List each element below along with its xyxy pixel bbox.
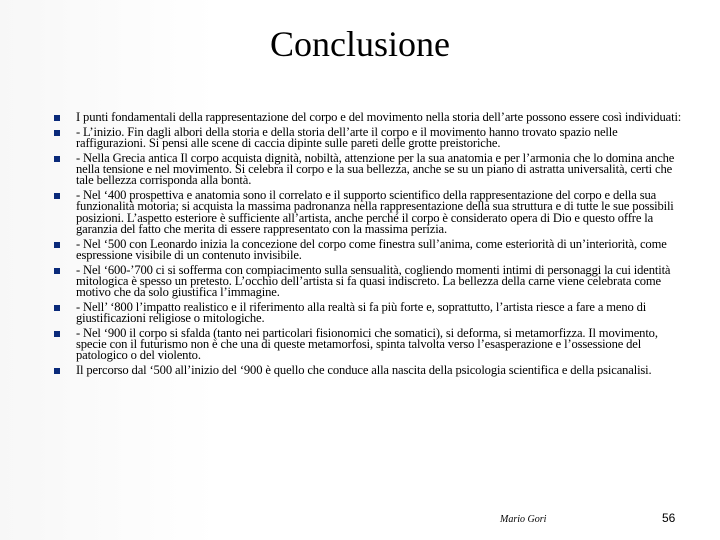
bullet-list <box>54 112 682 380</box>
square-bullet-icon <box>54 305 60 311</box>
bullet-text: - Nel ‘600-’700 ci si sofferma con compiacimento sulla sensualità, cogliendo momenti intimi di personaggi la cui identità mitologica è spesso un pretesto. L’occhio dell’artista si fa quasi indiscreto. La bellezza della carne viene celebrata come motivo che da solo giustifica l’immagine. <box>76 262 671 300</box>
square-bullet-icon <box>54 130 60 136</box>
bullet-item <box>54 150 682 188</box>
square-bullet-icon <box>54 268 60 274</box>
bullet-text: - Nell’ ‘800 l’impatto realistico e il riferimento alla realtà si fa più forte e, soprattutto, l’artista riesce a fare a meno di giustificazioni religiose o mitologiche. <box>76 299 647 326</box>
square-bullet-icon <box>54 242 60 248</box>
square-bullet-icon <box>54 156 60 162</box>
bullet-item <box>54 299 682 326</box>
bullet-item <box>54 262 682 300</box>
slide-title: Conclusione <box>270 24 450 64</box>
bullet-text: - L’inizio. Fin dagli albori della storia e della storia dell’arte il corpo e il movimento hanno trovato spazio nelle raffigurazioni. Si pensi alle scene di caccia dipinte sulle pareti delle grotte preistoriche. <box>76 124 618 150</box>
page-number: 56 <box>662 511 676 525</box>
bullet-item <box>54 236 682 262</box>
bullet-text: - Nel ‘400 prospettiva e anatomia sono il correlato e il supporto scientifico della rappresentazione del corpo e della sua funzionalità motoria; si acquista la massima padronanza nella rappresentazione della sua struttura e di tutte le sue possibili posizioni. L’aspetto esteriore è sufficiente all’artista, anche perché il corpo è considerato opera di Dio e questo offre la garanzia del fatto che merita di essere rappresentato con la massima perizia. <box>76 187 674 236</box>
bullet-text: - Nel ‘500 con Leonardo inizia la concezione del corpo come finestra sull’anima, come esteriorità di un’interiorità, come espressione visibile di un contenuto invisibile. <box>76 236 667 262</box>
bullet-text: - Nella Grecia antica Il corpo acquista dignità, nobiltà, attenzione per la sua anatomia e per l’armonia che lo domina anche nella tensione e nel movimento. Si celebra il corpo e la sua bellezza, anche se su un piano di astratta universalità, certi che tale bellezza corrisponda alla bontà. <box>76 150 675 188</box>
bullet-item <box>54 124 682 150</box>
bullet-item <box>54 187 682 236</box>
bullet-text: Il percorso dal ‘500 all’inizio del ‘900 è quello che conduce alla nascita della psicologia scientifica e della psicanalisi. <box>76 363 652 378</box>
bullet-item <box>54 325 682 363</box>
bullet-item <box>54 365 682 376</box>
square-bullet-icon <box>54 115 60 121</box>
bullet-text: - Nel ‘900 il corpo si sfalda (tanto nei particolari fisionomici che somatici), si deforma, si metamorfizza. Il movimento, specie con il futurismo non è che una di queste metamorfosi, spinta talvolta verso l’esasperazione e l’ossessione del patologico o del violento. <box>76 325 658 363</box>
square-bullet-icon <box>54 193 60 199</box>
author-name: Mario Gori <box>500 514 547 525</box>
bullet-item <box>54 112 682 123</box>
square-bullet-icon <box>54 368 60 374</box>
bullet-text: I punti fondamentali della rappresentazione del corpo e del movimento nella storia dell’arte possono essere così individuati: <box>76 110 682 124</box>
square-bullet-icon <box>54 331 60 337</box>
